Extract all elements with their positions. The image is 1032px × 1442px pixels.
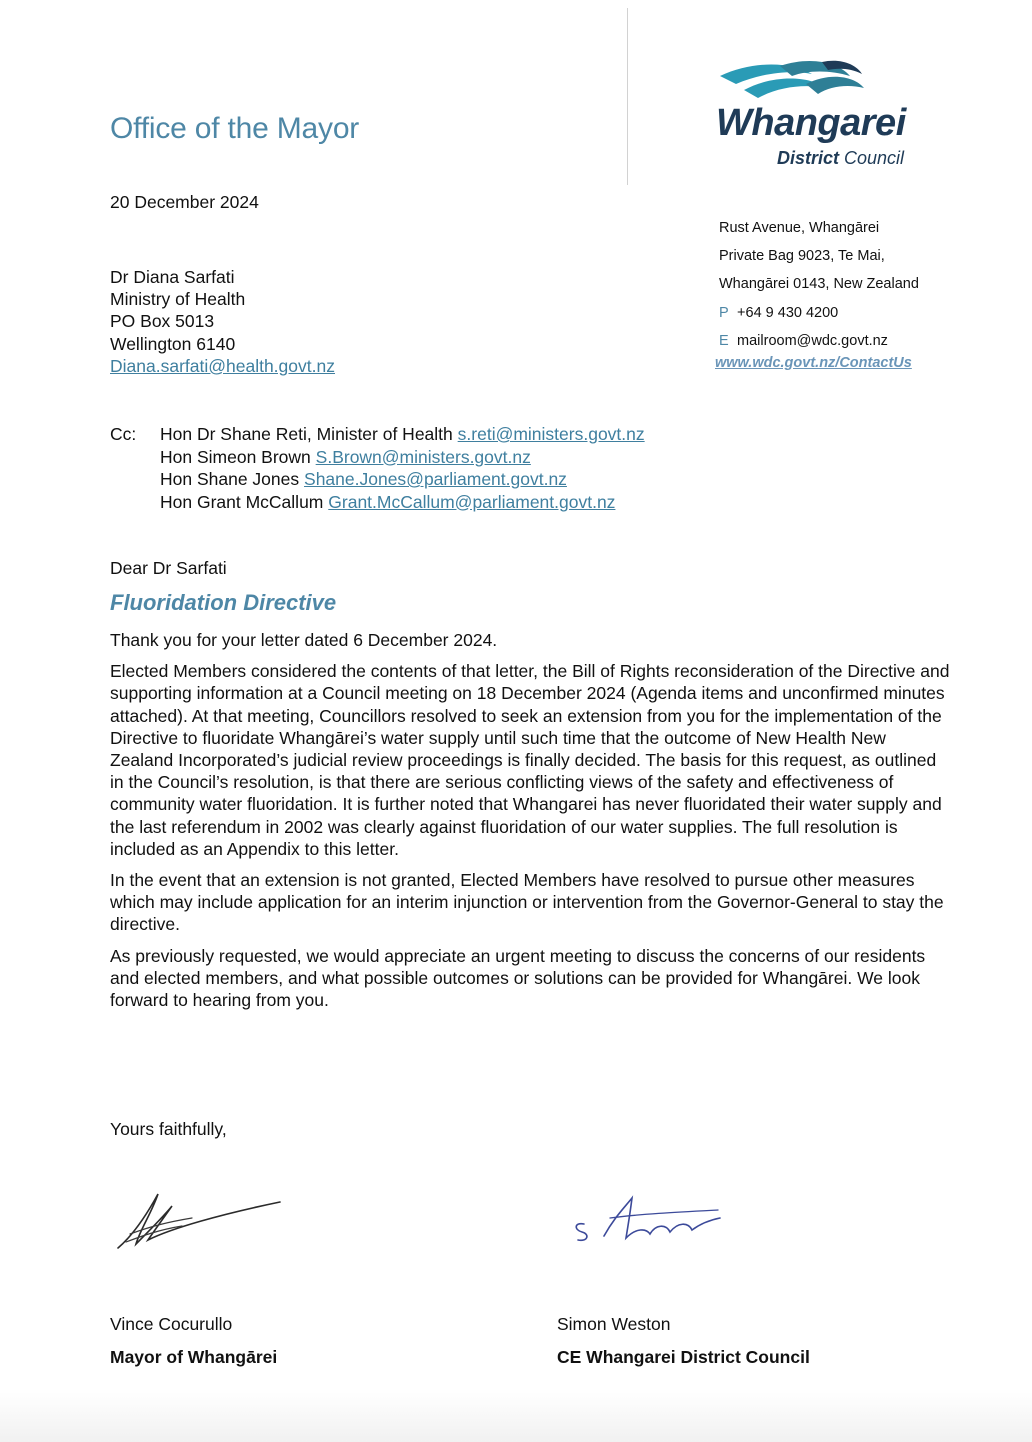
body-paragraph: In the event that an extension is not granted, Elected Members have resolved to pursue other measures which may include application for an interim injunction or intervention from the Governor-General to stay the directive. [110, 870, 944, 935]
contact-website-link[interactable]: www.wdc.govt.nz/ContactUs [715, 355, 912, 371]
recipient-city: Wellington 6140 [110, 333, 236, 354]
contact-phone: P +64 9 430 4200 [719, 299, 919, 327]
header-divider [627, 8, 628, 185]
cc-item: Hon Simeon Brown S.Brown@ministers.govt.nz [160, 446, 531, 467]
cc-item: Hon Grant McCallum Grant.McCallum@parliament.govt.nz [160, 491, 616, 512]
cc-email-link[interactable]: S.Brown@ministers.govt.nz [315, 446, 531, 467]
page-bottom-shadow [0, 1392, 1032, 1442]
council-contact-block [719, 214, 919, 355]
cc-item: Hon Shane Jones Shane.Jones@parliament.govt.nz [160, 469, 567, 489]
recipient-address [110, 266, 335, 377]
subject-heading: Fluoridation Directive [110, 590, 337, 615]
body-paragraph: Thank you for your letter dated 6 December 2024. [110, 630, 498, 650]
contact-city: Whangārei 0143, New Zealand [719, 276, 919, 293]
cc-item: Hon Dr Shane Reti, Minister of Health s.reti@ministers.govt.nz [160, 424, 645, 444]
letter-date: 20 December 2024 [110, 192, 259, 212]
closing: Yours faithfully, [110, 1119, 227, 1139]
body-paragraph: Elected Members considered the contents of that letter, the Bill of Rights reconsideration of the Directive and supporting information at a Council meeting on 18 December 2024 (Agenda items and unconfirmed minutes attached). At that meeting, Councillors resolved to seek an extension from you for the implementation of the Directive to fluoridate Whangārei’s water supply until such time that the outcome of New Health New Zealand Incorporated’s judicial review proceedings is finally decided. The basis for this request, as outlined in the Council’s resolution, is that there are serious conflicting views of the safety and effectiveness of community water fluoridation. It is further noted that Whangarei has never fluoridated their water supply and the last referendum in 2002 was clearly against fluoridation of our water supplies. The full resolution is included as an Appendix to this letter. [110, 661, 950, 859]
body-paragraph: As previously requested, we would appreciate an urgent meeting to discuss the concerns of our residents and elected members, and what possible outcomes or solutions can be provided for Whangārei. We look forward to hearing from you. [110, 945, 926, 1011]
council-logo [714, 58, 944, 173]
contact-email: E mailroom@wdc.govt.nz [719, 327, 919, 355]
logo-wordmark: Whangarei [716, 102, 906, 144]
recipient-email-link[interactable]: Diana.sarfati@health.govt.nz [110, 355, 335, 376]
cc-email-link[interactable]: Shane.Jones@parliament.govt.nz [304, 469, 567, 489]
letter-body [110, 629, 952, 1020]
signatory-title-mayor: Mayor of Whangārei [110, 1347, 278, 1367]
cc-email-link[interactable]: Grant.McCallum@parliament.govt.nz [328, 491, 616, 512]
signatory-name-ce: Simon Weston [557, 1314, 671, 1334]
salutation: Dear Dr Sarfati [110, 558, 227, 578]
recipient-name: Dr Diana Sarfati [110, 267, 235, 287]
recipient-po-box: PO Box 5013 [110, 311, 215, 332]
office-title: Office of the Mayor [110, 112, 360, 145]
signatory-name-mayor: Vince Cocurullo [110, 1314, 233, 1334]
wave-logo-icon [714, 58, 944, 108]
logo-subtitle: District Council [777, 148, 905, 168]
phone-label: P [719, 304, 729, 321]
recipient-org: Ministry of Health [110, 289, 246, 310]
email-label: E [719, 332, 729, 349]
contact-street: Rust Avenue, Whangārei [719, 220, 880, 236]
mayor-signature [112, 1186, 284, 1262]
cc-label: Cc: [110, 424, 137, 444]
contact-postal: Private Bag 9023, Te Mai, [719, 248, 885, 265]
signatory-title-ce: CE Whangarei District Council [557, 1347, 810, 1367]
cc-list [160, 423, 645, 513]
ce-signature [570, 1188, 730, 1250]
cc-email-link[interactable]: s.reti@ministers.govt.nz [457, 424, 645, 444]
